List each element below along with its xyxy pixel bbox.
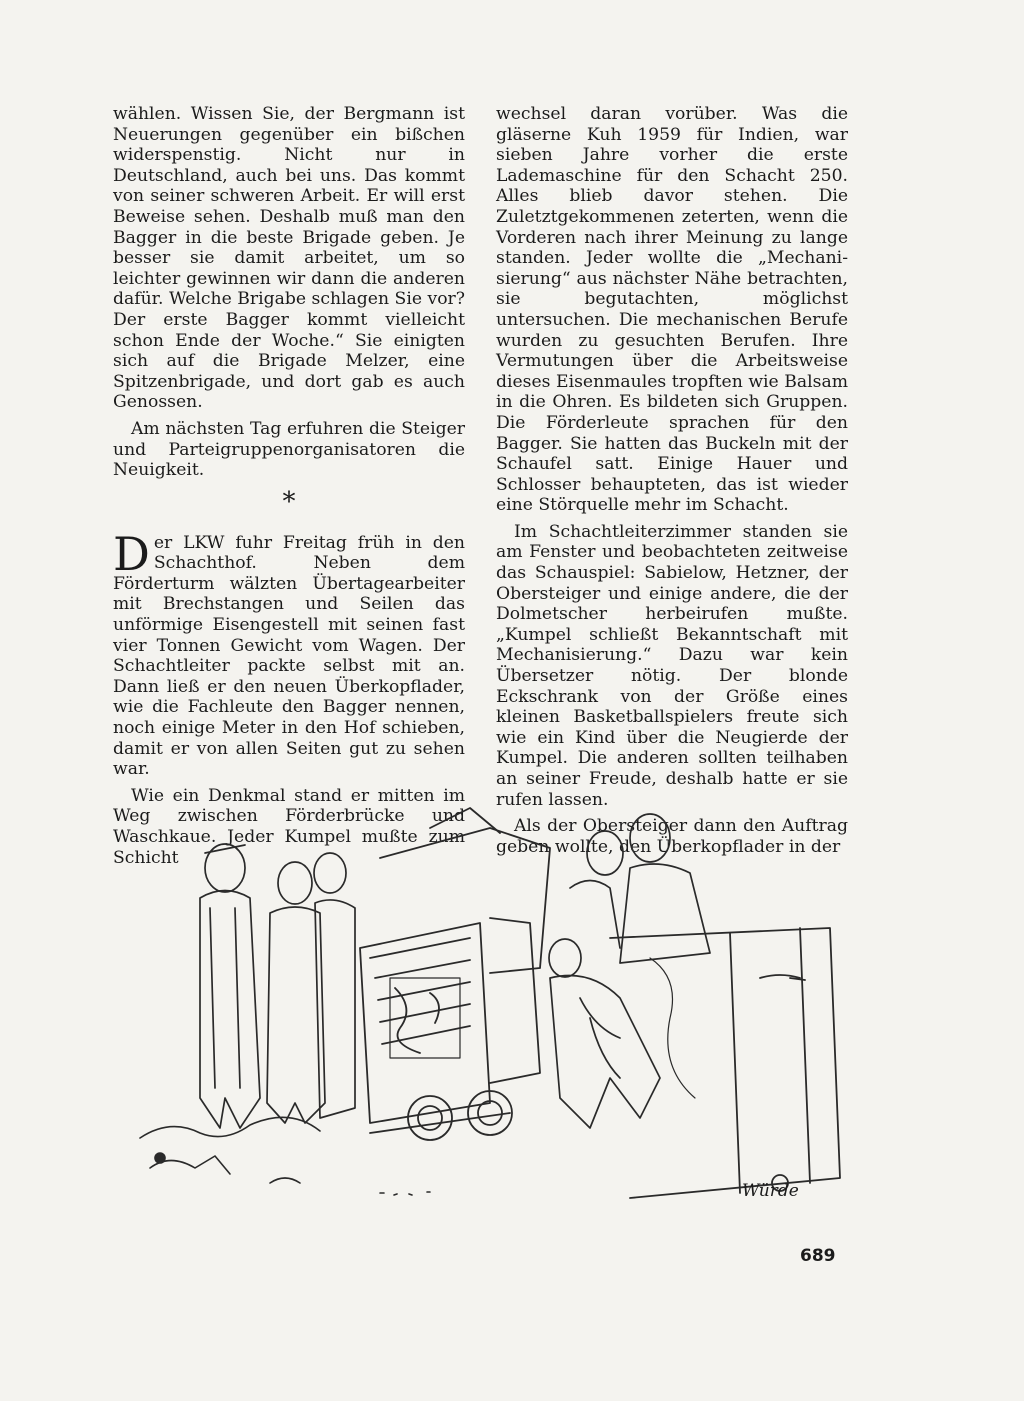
right-column [496,104,848,857]
drop-cap: D [113,526,150,581]
right-paragraph-1: wechsel daran vorüber. Was die gläserne Kuh 1959 für Indien, war sieben Jahre vorher die erste Lademaschine für den Schacht 250. Alles blieb davor stehen. Die Zuletztgekommenen zeterten, wenn die Vorderen nach ihrer Meinung zu lange standen. Jeder wollte die „Mechanisierung“ aus nächster Nähe betrachten, sie begutachten, möglichst untersuchen. Die mechanischen Berufe wurden zu gesuchten Berufen. Ihre Vermutungen über die Arbeitsweise dieses Eisenmaules tropften wie Balsam in die Ohren. Es bildeten sich Gruppen. Die Förderleute sprachen für den Bagger. Sie hatten das Buckeln mit der Schaufel satt. Einige Hauer und Schlosser behaupteten, das ist wieder eine Störquelle mehr im Schacht. [496,104,848,516]
mine-cart [610,928,840,1198]
artist-signature: Würde [742,1181,799,1201]
left-paragraph-2: Am nächsten Tag erfuhren die Steiger und Parteigruppenorganisatoren die Neuigkeit. [113,418,465,481]
ground-rubble [140,1117,430,1195]
miner-figures-right [549,814,710,1128]
left-paragraph-3 [113,526,465,780]
right-paragraph-2: Im Schachtleiterzimmer standen sie am Fenster und beobachteten zeitweise das Schauspiel: Sabielow, Hetzner, der Obersteiger und einige andere, die der Dolmetscher herbeirufen mußte. „Kumpel schließt Bekanntschaft mit Mechanisierung.“ Dazu war kein Übersetzer nötig. Der blonde Eckschrank von der Größe eines kleinen Basketballspielers freute sich wie ein Kind über die Neugierde der Kumpel. Die anderen sollten teilhaben an seiner Freude, deshalb hatte er sie rufen lassen. [496,521,848,810]
left-paragraph-4: Wie ein Denkmal stand er mitten im Weg zwischen Förderbrücke und Waschkaue. Jeder Kumpel mußte zum Schicht [113,785,465,868]
miners-with-loader-sketch [130,798,850,1218]
page-number: 689 [800,1246,836,1266]
section-separator-asterisk: * [282,486,296,517]
left-paragraph-3-text: er LKW fuhr Freitag früh in den Schachthof. Neben dem Förderturm wälzten Übertagearbeiter mit Brechstangen und Seilen das unförmige Eisengestell mit seinen fast vier Tonnen Gewicht vom Wagen. Der Schachtleiter packte selbst mit an. Dann ließ er den neuen Überkopflader, wie die Fachleute den Bagger nennen, noch einige Meter in den Hof schieben, damit er von allen Seiten gut zu sehen war. [113,532,465,780]
right-paragraph-3: Als der Obersteiger dann den Auftrag geben wollte, den Überkopflader in der [496,816,848,857]
left-column [113,104,465,868]
miner-figures-left [200,844,355,1128]
loader-machine [360,808,550,1140]
sketch-illustration [130,798,850,1218]
left-paragraph-1: wählen. Wissen Sie, der Bergmann ist Neuerungen gegenüber ein bißchen widerspenstig. Nicht nur in Deutschland, auch bei uns. Das kommt von seiner schweren Arbeit. Er will erst Beweise sehen. Deshalb muß man den Bagger in die beste Brigade geben. Je besser sie damit arbeitet, um so leichter gewinnen wir dann die anderen dafür. Welche Brigabe schlagen Sie vor? Der erste Bagger kommt vielleicht schon Ende der Woche.“ Sie einigten sich auf die Brigade Melzer, eine Spitzenbrigade, und dort gab es auch Genossen. [113,104,465,413]
